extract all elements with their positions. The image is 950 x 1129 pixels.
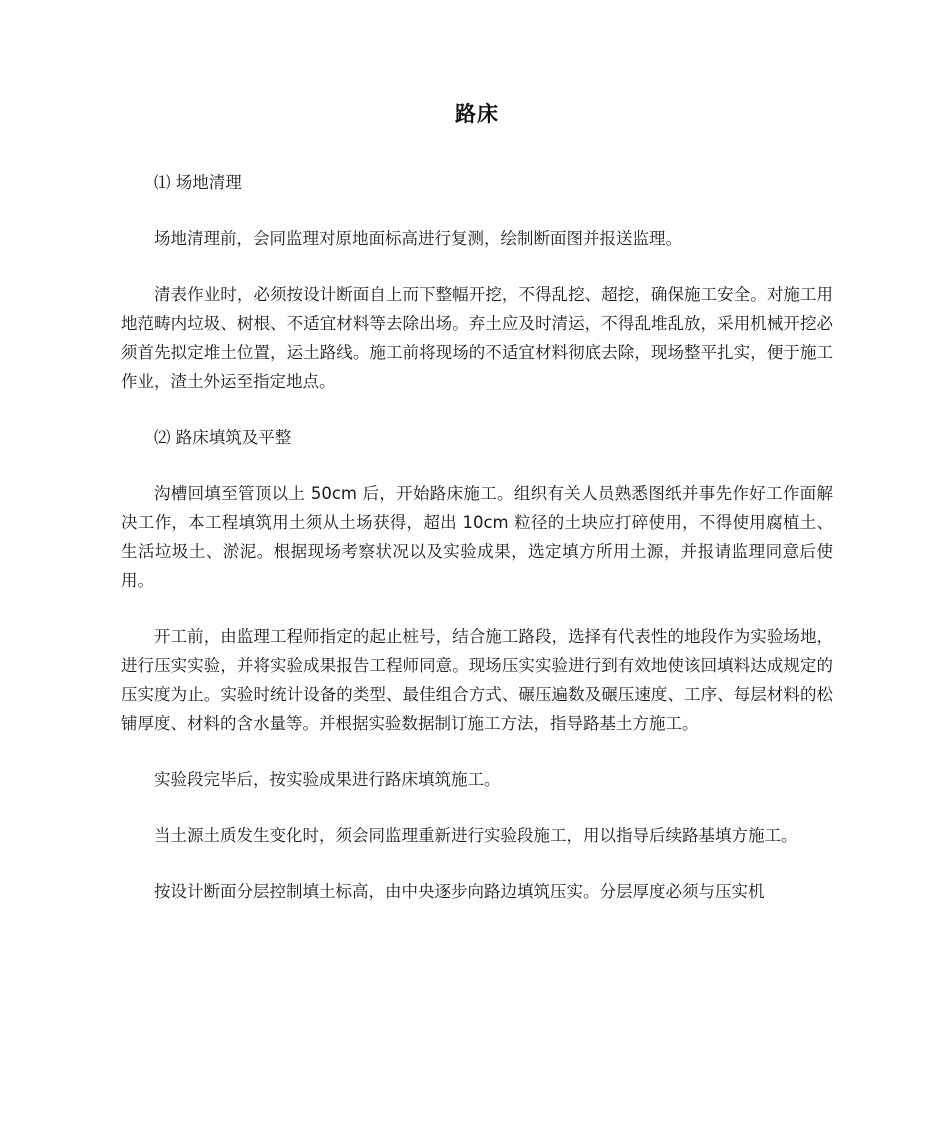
document-body <box>121 98 833 933</box>
paragraph-compaction-test: 开工前，由监理工程师指定的起止桩号，结合施工路段，选择有代表性的地段作为实验场地，进行压实实验，并将实验成果报告工程师同意。现场压实实验进行到有效地使该回填料达成规定的压实度为止。实验时统计设备的类型、最佳组合方式、碾压遍数及碾压速度、工序、每层材料的松铺厚度、材料的含水量等。并根据实验数据制订施工方法，指导路基土方施工。 <box>121 627 833 733</box>
paragraph-backfill: 沟槽回填至管顶以上 50cm 后，开始路床施工。组织有关人员熟悉图纸并事先作好工作面解决工作，本工程填筑用土须从土场获得，超出 10cm 粒径的土块应打碎使用，不得使用腐植土、生活垃圾土、淤泥。根据现场考察状况以及实验成果，选定填方所用土源，并报请监理同意后使用。 <box>121 484 833 590</box>
paragraph-layered-filling: 按设计断面分层控制填土标高，由中央逐步向路边填筑压实。分层厚度必须与压实机 <box>154 882 765 901</box>
section-heading-subgrade-filling: ⑵ 路床填筑及平整 <box>154 428 292 447</box>
paragraph-test-complete: 实验段完毕后，按实验成果进行路床填筑施工。 <box>154 770 501 789</box>
document-title: 路床 <box>455 102 499 126</box>
paragraph-soil-change: 当土源土质发生变化时，须会同监理重新进行实验段施工，用以指导后续路基填方施工。 <box>154 826 798 845</box>
paragraph-clearing-work: 清表作业时，必须按设计断面自上而下整幅开挖，不得乱挖、超挖，确保施工安全。对施工用地范畴内垃圾、树根、不适宜材料等去除出场。弃土应及时清运，不得乱堆乱放，采用机械开挖必须首先拟定堆土位置，运土路线。施工前将现场的不适宜材料彻底去除，现场整平扎实，便于施工作业，渣土外运至指定地点。 <box>121 285 833 391</box>
paragraph-survey: 场地清理前，会同监理对原地面标高进行复测，绘制断面图并报送监理。 <box>154 229 682 248</box>
section-heading-site-clearing: ⑴ 场地清理 <box>154 173 242 192</box>
